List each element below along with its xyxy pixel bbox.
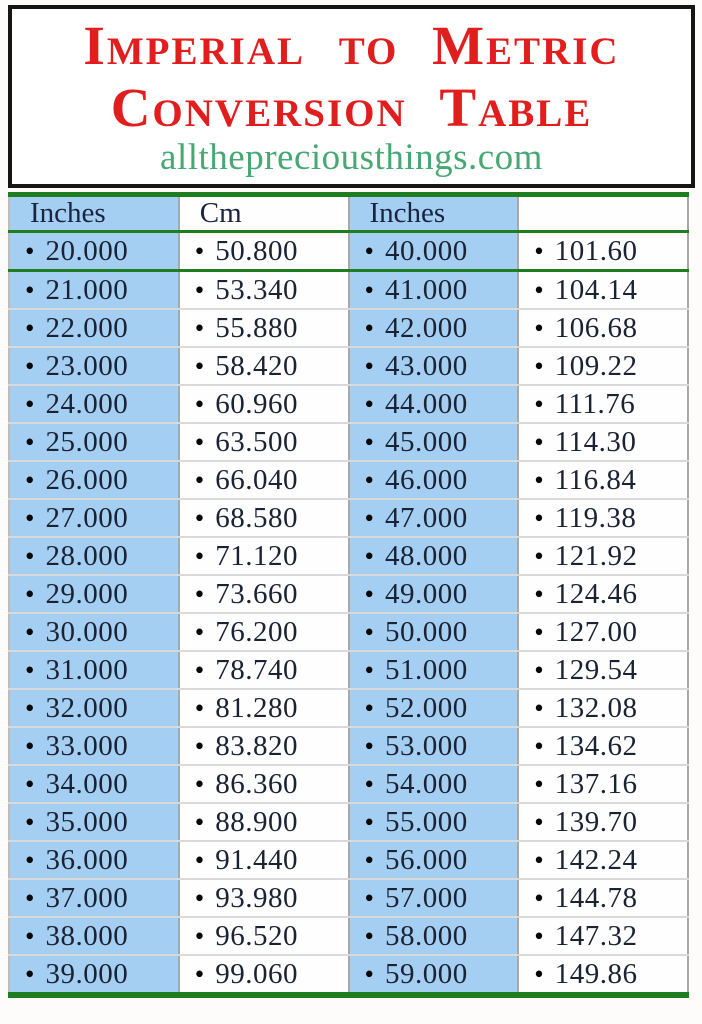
cell-value: 21.000 (45, 273, 129, 306)
cell-cm (179, 461, 349, 499)
bullet-icon: • (364, 426, 374, 457)
cell-value: 35.000 (45, 805, 129, 838)
bullet-icon: • (194, 274, 205, 305)
cell-value: 68.580 (215, 501, 298, 534)
bullet-icon: • (194, 958, 205, 989)
bullet-icon: • (25, 692, 35, 723)
bullet-icon: • (534, 730, 544, 761)
bullet-icon: • (534, 768, 544, 799)
cell-inches (9, 651, 179, 689)
cell-value: 58.420 (215, 349, 298, 382)
cell-value: 127.00 (554, 615, 638, 648)
bullet-icon: • (194, 806, 205, 837)
bullet-icon: • (25, 806, 35, 837)
cell-inches (349, 803, 519, 841)
bullet-icon: • (364, 388, 374, 419)
cell-inches (9, 423, 179, 461)
website-url: allthepreciousthings.com (160, 137, 543, 178)
bullet-icon: • (194, 616, 205, 647)
bullet-icon: • (534, 616, 544, 647)
bullet-icon: • (364, 882, 374, 913)
cell-cm (518, 765, 688, 803)
cell-value: 39.000 (45, 957, 129, 990)
conversion-table (8, 192, 689, 998)
cell-inches (349, 461, 519, 499)
cell-value: 52.000 (384, 691, 468, 724)
cell-value: 114.30 (554, 425, 637, 458)
cell-inches (9, 537, 179, 575)
cell-value: 78.740 (215, 653, 298, 686)
cell-value: 33.000 (45, 729, 129, 762)
bullet-icon: • (194, 350, 205, 381)
bullet-icon: • (534, 578, 544, 609)
bullet-icon: • (25, 654, 35, 685)
bullet-icon: • (194, 388, 205, 419)
cell-value: 111.76 (554, 387, 636, 420)
cell-cm (518, 537, 688, 575)
cell-value: 55.880 (215, 311, 298, 344)
cell-cm (179, 955, 349, 995)
cell-cm (179, 271, 349, 310)
bullet-icon: • (534, 464, 544, 495)
table-row (9, 309, 688, 347)
cell-value: 73.660 (215, 577, 298, 610)
table-row (9, 727, 688, 765)
cell-cm (518, 689, 688, 727)
bullet-icon: • (194, 578, 205, 609)
bullet-icon: • (534, 540, 544, 571)
bullet-icon: • (194, 654, 205, 685)
cell-value: 50.000 (384, 615, 468, 648)
cell-cm (179, 651, 349, 689)
cell-value: 54.000 (384, 767, 468, 800)
cell-inches (9, 803, 179, 841)
cell-inches (9, 271, 179, 310)
cell-value: 28.000 (45, 539, 129, 572)
cell-cm (179, 689, 349, 727)
cell-inches (349, 765, 519, 803)
cell-cm (179, 879, 349, 917)
cell-value: 116.84 (554, 463, 637, 496)
bullet-icon: • (25, 312, 35, 343)
title-banner (8, 5, 695, 188)
cell-inches (9, 841, 179, 879)
cell-inches (9, 232, 179, 271)
cell-value: 32.000 (45, 691, 129, 724)
cell-value: 104.14 (554, 273, 638, 306)
cell-cm (518, 727, 688, 765)
table-row (9, 575, 688, 613)
cell-cm (179, 613, 349, 651)
cell-value: 34.000 (45, 767, 129, 800)
cell-cm (179, 499, 349, 537)
cell-inches (349, 309, 519, 347)
cell-cm (518, 347, 688, 385)
cell-value: 38.000 (45, 919, 129, 952)
cell-inches (9, 879, 179, 917)
cell-inches (9, 917, 179, 955)
cell-cm (518, 309, 688, 347)
cell-value: 66.040 (215, 463, 298, 496)
table-row (9, 613, 688, 651)
cell-inches (349, 347, 519, 385)
cell-value: 60.960 (215, 387, 298, 420)
cell-value: 91.440 (215, 843, 298, 876)
bullet-icon: • (534, 654, 544, 685)
cell-value: 29.000 (45, 577, 129, 610)
col-header-cm-right (518, 195, 688, 232)
cell-value: 26.000 (45, 463, 129, 496)
cell-value: 147.32 (554, 919, 638, 952)
cell-inches (349, 613, 519, 651)
cell-value: 24.000 (45, 387, 129, 420)
cell-inches (349, 841, 519, 879)
cell-value: 71.120 (215, 539, 298, 572)
bullet-icon: • (194, 502, 205, 533)
cell-cm (179, 232, 349, 271)
bullet-icon: • (194, 882, 205, 913)
table-row (9, 917, 688, 955)
cell-value: 42.000 (384, 311, 468, 344)
cell-cm (179, 765, 349, 803)
cell-value: 119.38 (554, 501, 637, 534)
bullet-icon: • (364, 768, 374, 799)
cell-value: 83.820 (215, 729, 298, 762)
table-row (9, 841, 688, 879)
cell-value: 149.86 (554, 957, 638, 990)
table-row (9, 271, 688, 310)
cell-cm (518, 232, 688, 271)
cell-cm (518, 613, 688, 651)
cell-inches (349, 575, 519, 613)
cell-value: 37.000 (45, 881, 129, 914)
cell-value: 36.000 (45, 843, 129, 876)
bullet-icon: • (364, 806, 374, 837)
bullet-icon: • (194, 768, 205, 799)
cell-value: 132.08 (554, 691, 638, 724)
bullet-icon: • (25, 502, 35, 533)
bullet-icon: • (534, 312, 544, 343)
cell-value: 93.980 (215, 881, 298, 914)
cell-inches (9, 689, 179, 727)
table-row (9, 232, 688, 271)
cell-cm (179, 537, 349, 575)
cell-inches (349, 271, 519, 310)
cell-inches (349, 955, 519, 995)
cell-value: 22.000 (45, 311, 129, 344)
bullet-icon: • (25, 882, 35, 913)
bullet-icon: • (25, 235, 35, 266)
bullet-icon: • (25, 844, 35, 875)
bullet-icon: • (194, 464, 205, 495)
cell-value: 49.000 (384, 577, 468, 610)
bullet-icon: • (534, 350, 544, 381)
bullet-icon: • (194, 844, 205, 875)
cell-cm (518, 499, 688, 537)
table-row (9, 423, 688, 461)
cell-value: 86.360 (215, 767, 298, 800)
bullet-icon: • (364, 692, 374, 723)
cell-value: 53.340 (215, 273, 298, 306)
cell-cm (518, 803, 688, 841)
cell-value: 46.000 (384, 463, 468, 496)
bullet-icon: • (25, 464, 35, 495)
table-header-row (9, 195, 688, 232)
cell-cm (179, 803, 349, 841)
bullet-icon: • (534, 426, 544, 457)
cell-value: 45.000 (384, 425, 468, 458)
cell-value: 20.000 (45, 234, 129, 267)
cell-inches (9, 613, 179, 651)
cell-value: 57.000 (384, 881, 468, 914)
bullet-icon: • (194, 426, 205, 457)
table-row (9, 347, 688, 385)
bullet-icon: • (534, 235, 544, 266)
cell-value: 109.22 (554, 349, 638, 382)
bullet-icon: • (534, 692, 544, 723)
cell-cm (179, 309, 349, 347)
bullet-icon: • (364, 464, 374, 495)
cell-value: 30.000 (45, 615, 129, 648)
table-row (9, 385, 688, 423)
bullet-icon: • (534, 882, 544, 913)
cell-inches (349, 423, 519, 461)
bullet-icon: • (534, 958, 544, 989)
cell-value: 106.68 (554, 311, 638, 344)
cell-value: 53.000 (384, 729, 468, 762)
cell-cm (179, 575, 349, 613)
table-row (9, 803, 688, 841)
bullet-icon: • (25, 540, 35, 571)
cell-value: 25.000 (45, 425, 129, 458)
bullet-icon: • (364, 920, 374, 951)
bullet-icon: • (25, 578, 35, 609)
cell-value: 48.000 (384, 539, 468, 572)
cell-inches (349, 917, 519, 955)
bullet-icon: • (364, 235, 374, 266)
col-header-inches-left: Inches (9, 195, 179, 232)
bullet-icon: • (364, 350, 374, 381)
cell-value: 129.54 (554, 653, 638, 686)
cell-value: 142.24 (554, 843, 638, 876)
table-row (9, 651, 688, 689)
bullet-icon: • (364, 502, 374, 533)
cell-value: 88.900 (215, 805, 298, 838)
cell-value: 44.000 (384, 387, 468, 420)
cell-value: 41.000 (384, 273, 468, 306)
bullet-icon: • (364, 274, 374, 305)
bullet-icon: • (194, 920, 205, 951)
cell-cm (518, 841, 688, 879)
cell-value: 81.280 (215, 691, 298, 724)
bullet-icon: • (25, 768, 35, 799)
cell-inches (349, 232, 519, 271)
cell-cm (518, 271, 688, 310)
cell-inches (9, 727, 179, 765)
cell-inches (9, 309, 179, 347)
table-row (9, 689, 688, 727)
bullet-icon: • (25, 388, 35, 419)
cell-value: 96.520 (215, 919, 298, 952)
bullet-icon: • (194, 730, 205, 761)
bullet-icon: • (534, 388, 544, 419)
cell-cm (179, 347, 349, 385)
cell-inches (349, 689, 519, 727)
cell-inches (349, 385, 519, 423)
bullet-icon: • (194, 235, 205, 266)
bullet-icon: • (194, 692, 205, 723)
col-header-inches-right: Inches (349, 195, 519, 232)
cell-value: 40.000 (384, 234, 468, 267)
cell-value: 23.000 (45, 349, 129, 382)
cell-inches (9, 765, 179, 803)
page-title-line2: Conversion Table (110, 77, 593, 138)
bullet-icon: • (25, 958, 35, 989)
cell-inches (349, 537, 519, 575)
cell-value: 101.60 (554, 234, 638, 267)
cell-cm (518, 651, 688, 689)
cell-value: 121.92 (554, 539, 638, 572)
table-row (9, 955, 688, 995)
bullet-icon: • (25, 350, 35, 381)
cell-inches (9, 575, 179, 613)
cell-cm (179, 727, 349, 765)
cell-value: 31.000 (45, 653, 129, 686)
col-header-cm-left: Cm (179, 195, 349, 232)
cell-inches (349, 651, 519, 689)
bullet-icon: • (364, 844, 374, 875)
bullet-icon: • (534, 844, 544, 875)
bullet-icon: • (25, 426, 35, 457)
page-title-line1: Imperial to Metric (83, 15, 620, 76)
cell-inches (349, 499, 519, 537)
cell-cm (518, 575, 688, 613)
cell-value: 51.000 (384, 653, 468, 686)
cell-value: 56.000 (384, 843, 468, 876)
cell-cm (518, 917, 688, 955)
cell-cm (518, 955, 688, 995)
bullet-icon: • (534, 806, 544, 837)
cell-value: 137.16 (554, 767, 638, 800)
bullet-icon: • (194, 540, 205, 571)
cell-value: 134.62 (554, 729, 638, 762)
cell-inches (9, 499, 179, 537)
cell-value: 43.000 (384, 349, 468, 382)
cell-inches (9, 385, 179, 423)
bullet-icon: • (364, 654, 374, 685)
table-row (9, 765, 688, 803)
cell-cm (179, 385, 349, 423)
bullet-icon: • (364, 578, 374, 609)
table-row (9, 499, 688, 537)
cell-cm (518, 423, 688, 461)
table-row (9, 537, 688, 575)
bullet-icon: • (194, 312, 205, 343)
bullet-icon: • (534, 274, 544, 305)
cell-cm (518, 879, 688, 917)
bullet-icon: • (364, 730, 374, 761)
table-row (9, 461, 688, 499)
cell-value: 99.060 (215, 957, 298, 990)
cell-value: 27.000 (45, 501, 129, 534)
bullet-icon: • (534, 920, 544, 951)
cell-value: 50.800 (215, 234, 298, 267)
bullet-icon: • (534, 502, 544, 533)
cell-inches (9, 461, 179, 499)
cell-value: 63.500 (215, 425, 298, 458)
cell-inches (9, 955, 179, 995)
cell-cm (518, 461, 688, 499)
cell-cm (518, 385, 688, 423)
bullet-icon: • (25, 274, 35, 305)
table-row (9, 879, 688, 917)
cell-inches (349, 879, 519, 917)
cell-cm (179, 423, 349, 461)
cell-inches (9, 347, 179, 385)
bullet-icon: • (364, 312, 374, 343)
cell-value: 47.000 (384, 501, 468, 534)
bullet-icon: • (364, 540, 374, 571)
cell-value: 58.000 (384, 919, 468, 952)
cell-value: 76.200 (215, 615, 298, 648)
bullet-icon: • (25, 616, 35, 647)
bullet-icon: • (25, 920, 35, 951)
cell-value: 124.46 (554, 577, 638, 610)
cell-inches (349, 727, 519, 765)
bullet-icon: • (364, 616, 374, 647)
cell-cm (179, 841, 349, 879)
bullet-icon: • (25, 730, 35, 761)
cell-cm (179, 917, 349, 955)
cell-value: 59.000 (384, 957, 468, 990)
bullet-icon: • (364, 958, 374, 989)
cell-value: 139.70 (554, 805, 638, 838)
cell-value: 55.000 (384, 805, 468, 838)
cell-value: 144.78 (554, 881, 638, 914)
